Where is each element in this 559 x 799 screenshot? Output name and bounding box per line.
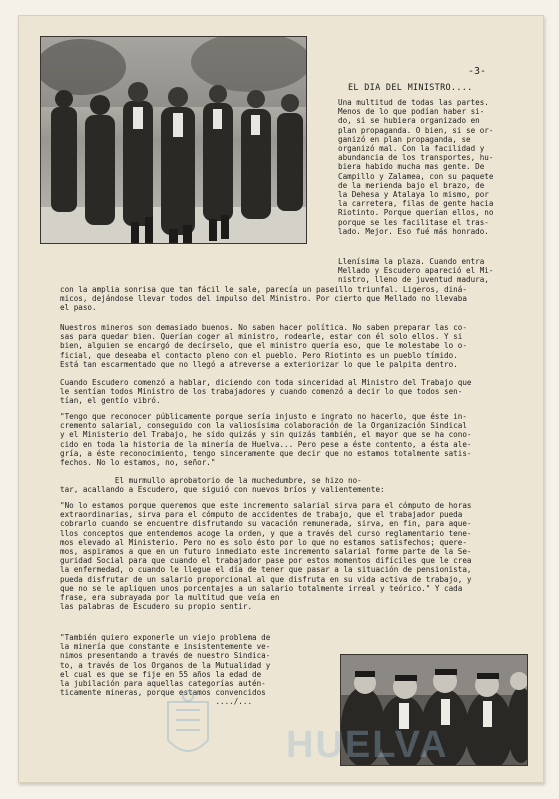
paragraph-sonrisa: con la amplia sonrisa que tan fácil le sale, parecía un paseillo triunfal. Ligeros, diná- micos, dejándose llevar todos del impulso del Ministro. Por cierto que Mellado no llevaba el paso.: [60, 285, 467, 313]
paragraph-multitud: Una multitud de todas las partes. Menos de lo que podían haber si- do, si se hubiera organizado en plan propaganda. O bien, si se or- ganizó en plan propaganda, se organizó mal. Con la facilidad y abundancia de los transportes, hu- biera habido mucha mas gente. De Campillo y Zalamea, con su paquete de la merienda bajo el brazo, de la Dehesa y Atalaya lo mismo, por la carretera, filas de gente hacia Riotinto. Porque querían ellos, no porque se les facilitase el tras- lado. Mejor. Eso fué más honrado.: [338, 98, 494, 236]
watermark-text: HUELVA: [286, 724, 449, 766]
paragraph-escudero-habla: Cuando Escudero comenzó a hablar, diciendo con toda sinceridad al Ministro del Trabajo que le sentían todos Ministro de los trabajadores y cuando comenzó a decir lo que todos sen- tían, el gentío vibró.: [60, 378, 472, 406]
photo-ministro-marcha-image: [41, 37, 306, 243]
page-number: -3-: [468, 66, 487, 77]
paragraph-cita-satisfechos: "No lo estamos porque queremos que este incremento salarial sirva para el cómputo de horas extraordinarias, sirva para el cómputo de accidentes de trabajo, que el trabajador pueda cobrarlo cuando se encuentre disfrutando su vacación remunerada, sirva, en fin, para aque- llos conceptos que entendemos acoge la orden, y que a través del curso reglamentario tene- mos elevado al Ministerio. Pero no es solo ésto por lo que no estamos satisfechos; quere- mos, aspiramos a que en un futuro inmediato este incremento salarial forme parte de la Se- guridad Social para que cuando el trabajador pase por estos momentos difíciles que le crea la enfermedad, o cuando le llegue el día de tener que pasar a la situación de pensionista, pueda disfrutar de un salario proporcional al que disfruta en su vida activa de trabajo, y que no se le apliquen unos porcentajes a un salario totalmente irreal y teórico." Y cada frase, era subrayada por la multitud que veía en las palabras de Escudero su propio sentir.: [60, 501, 472, 612]
paragraph-plaza: Llenísima la plaza. Cuando entra Mellado y Escudero apareció el Mi- nistro, lleno de juventud madura,: [338, 257, 494, 285]
paragraph-mineros: Nuestros mineros son demasiado buenos. No saben hacer política. No saben preparar las co- sas para quedar bien. Querían coger al ministro, rodearle, estar con él solo ellos. Y si bien, alguien se encargó de decírselo, que el ministro quería eso, que le molestabe lo o- ficial, que deseaba el contacto pleno con el pueblo. Pero Riotinto es un pueblo tímido. Está tan escarmentado que no llegó a atreverse a exteriorizar lo que le palpita dentro.: [60, 323, 467, 369]
article-heading: EL DIA DEL MINISTRO....: [348, 83, 473, 93]
paragraph-cita-jubilacion: "También quiero exponerle un viejo problema de la minería que constante e insistentemente ve- nimos presentando a través de nuestro Sindica- to, a través de los Organos de la Mutualidad y el cual es que se fije en 55 años la edad de la jubilación para aquellas categorías autén- ticamente mineras, porque estamos convencidos ..../...: [60, 633, 271, 707]
paragraph-murmullo: El murmullo aprobatorio de la muchedumbre, se hizo no- tar, acallando a Escudero, que siguió con nuevos bríos y valientemente:: [60, 476, 385, 495]
paragraph-cita-reconocer: "Tengo que reconocer públicamente porque sería injusto e ingrato no hacerlo, que éste in- cremento salarial, conseguido con la valiosísima colaboración de la Organización Sindical y el Ministerio del Trabajo, he sido quizás y sin quizás también, el mayor que se ha cono- cido en toda la historia de la minería de Huelva... Pero pese a éste contento, a ésta ale- gría, a éste reconocimiento, tengo sinceramente que decir que no estamos totalmente satis- fechos. No lo estamos, no, señor.": [60, 412, 472, 468]
photo-ministro-marcha: [40, 36, 307, 244]
